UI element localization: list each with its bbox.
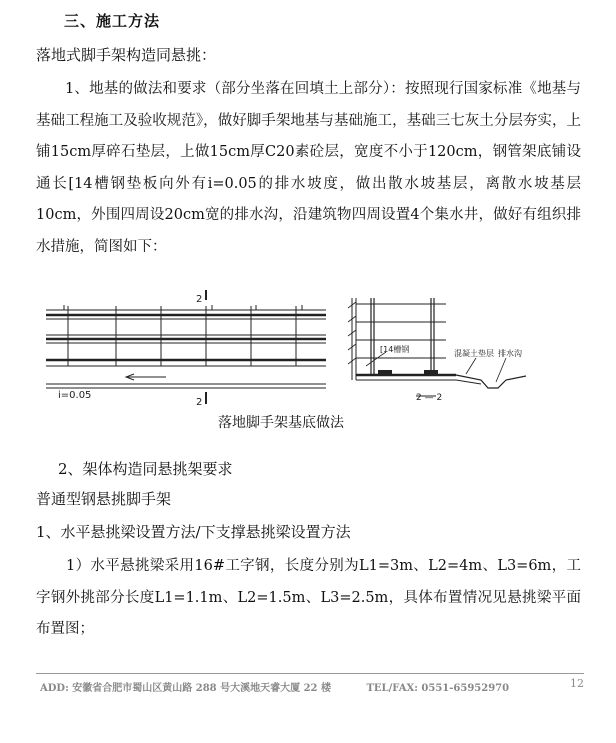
footer-divider [36,673,584,674]
paragraph-foundation-text: 1、地基的做法和要求（部分坐落在回填土上部分）：按照现行国家标准《地基与基础工程施工及验收规范》，做好脚手架地基与基础施工，基础三七灰土分层夯实，上铺15cm厚碎石垫层，上做15cm厚C20素砼层，宽度不小于120cm，钢管架底铺设通长[14槽钢垫板向外有i=0.05的排水坡度，做出散水坡基层，离散水坡基层10cm，外围四周设20cm宽的排水沟，沿建筑物四周设置4个集水井，做好有组织排水措施，简图如下： [36,81,581,255]
section-beam-heading: 1、水平悬挑梁设置方法/下支撑悬挑梁设置方法 [36,523,351,541]
paragraph-beam [36,551,581,646]
footer-address: ADD: 安徽省合肥市蜀山区黄山路 288 号大溪地天睿大厦 22 楼 [40,683,331,694]
footer-tel: TEL/FAX: 0551-65952970 [366,683,510,694]
concrete-label: 混凝土垫层 [454,349,494,358]
section-mark-top: 2 [196,294,203,305]
channel-label: [14槽钢 [380,345,410,354]
elevation-drawing [46,290,326,404]
section-drawing [348,298,526,396]
paragraph-beam-text: 1）水平悬挑梁采用16#工字钢，长度分别为L1=3m、L2=4m、L3=6m，工字钢外挑部分长度L1=1.1m、L2=1.5m、L3=2.5m，具体布置情况见悬挑梁平面布置图； [36,558,581,637]
page-number: 12 [570,677,584,690]
section-cantilever-heading: 普通型钢悬挑脚手架 [36,490,172,508]
ditch-label: 排水沟 [498,349,522,358]
foundation-diagram [36,288,556,408]
footer [40,679,509,694]
slope-label: i=0.05 [58,390,92,401]
section-heading: 三、施工方法 [64,12,161,30]
section-title: 2 — 2 [416,393,443,403]
paragraph-foundation [36,74,581,263]
section-mark-bottom: 2 [196,397,203,408]
section-frame-heading: 2、架体构造同悬挑架要求 [58,460,233,478]
diagram-caption: 落地脚手架基底做法 [218,415,344,431]
subheading: 落地式脚手架构造同悬挑： [36,46,217,64]
